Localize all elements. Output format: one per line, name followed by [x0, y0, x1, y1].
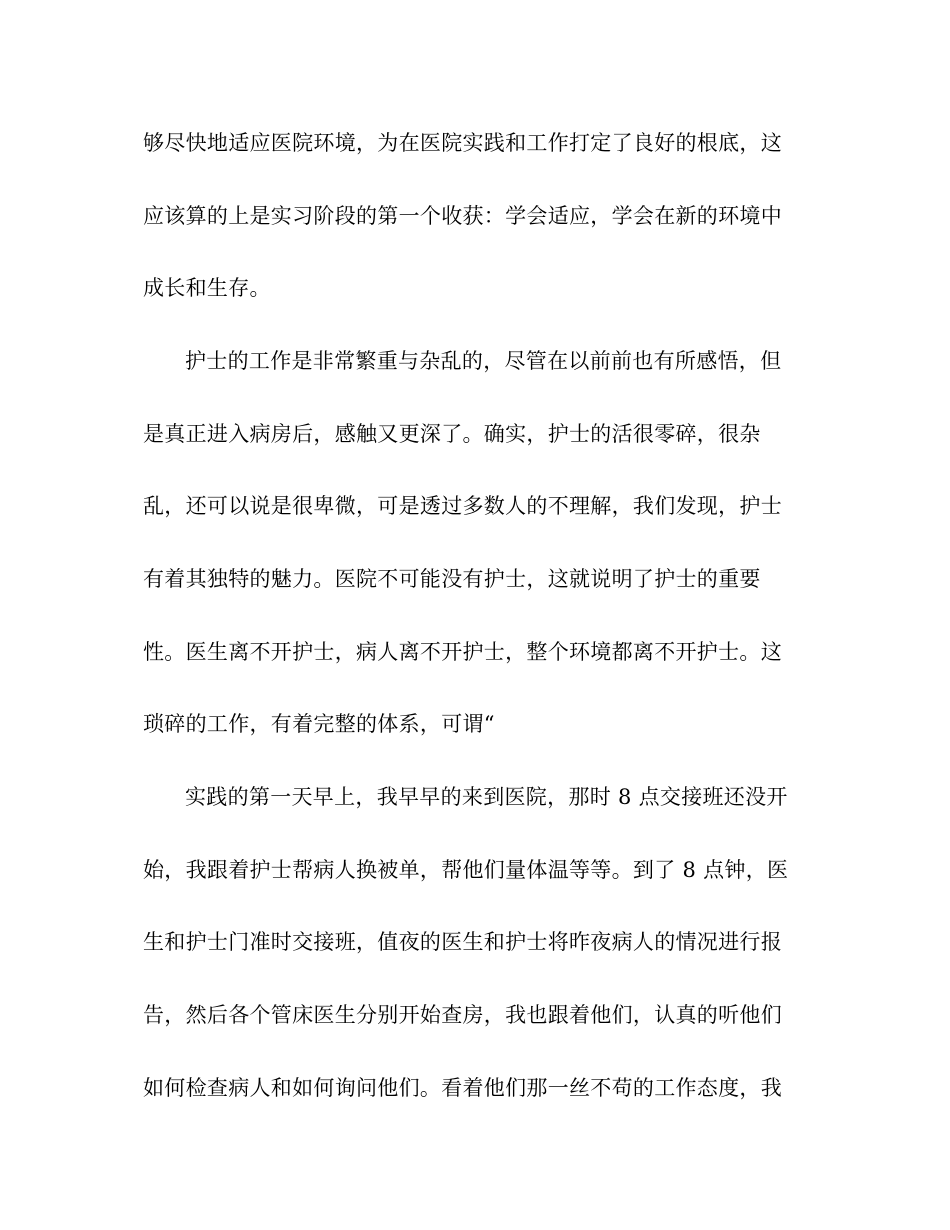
text-line: 护士的工作是非常繁重与杂乱的，尽管在以前前也有所感悟，但 [185, 349, 782, 373]
text-line: 生和护士门准时交接班，值夜的医生和护士将昨夜病人的情况进行报 [143, 930, 782, 954]
text-line: 始，我跟着护士帮病人换被单，帮他们量体温等等。到了 8 点钟，医 [143, 858, 789, 882]
text-line: 如何检查病人和如何询问他们。看着他们那一丝不苟的工作态度，我 [143, 1076, 782, 1100]
text-line: 琐碎的工作，有着完整的体系，可谓“ [143, 712, 495, 736]
text-line: 告，然后各个管床医生分别开始查房，我也跟着他们，认真的听他们 [143, 1003, 782, 1027]
text-line: 应该算的上是实习阶段的第一个收获：学会适应，学会在新的环境中 [143, 204, 782, 228]
text-line: 成长和生存。 [143, 276, 271, 300]
text-line: 乱，还可以说是很卑微，可是透过多数人的不理解，我们发现，护士 [143, 494, 782, 518]
text-line: 够尽快地适应医院环境，为在医院实践和工作打定了良好的根底，这 [143, 131, 782, 155]
text-line: 性。医生离不开护士，病人离不开护士，整个环境都离不开护士。这 [143, 640, 782, 664]
text-line: 有着其独特的魅力。医院不可能没有护士，这就说明了护士的重要 [143, 567, 761, 591]
text-line: 是真正进入病房后，感触又更深了。确实，护士的活很零碎，很杂 [143, 422, 761, 446]
text-line: 实践的第一天早上，我早早的来到医院，那时 8 点交接班还没开 [185, 785, 788, 809]
